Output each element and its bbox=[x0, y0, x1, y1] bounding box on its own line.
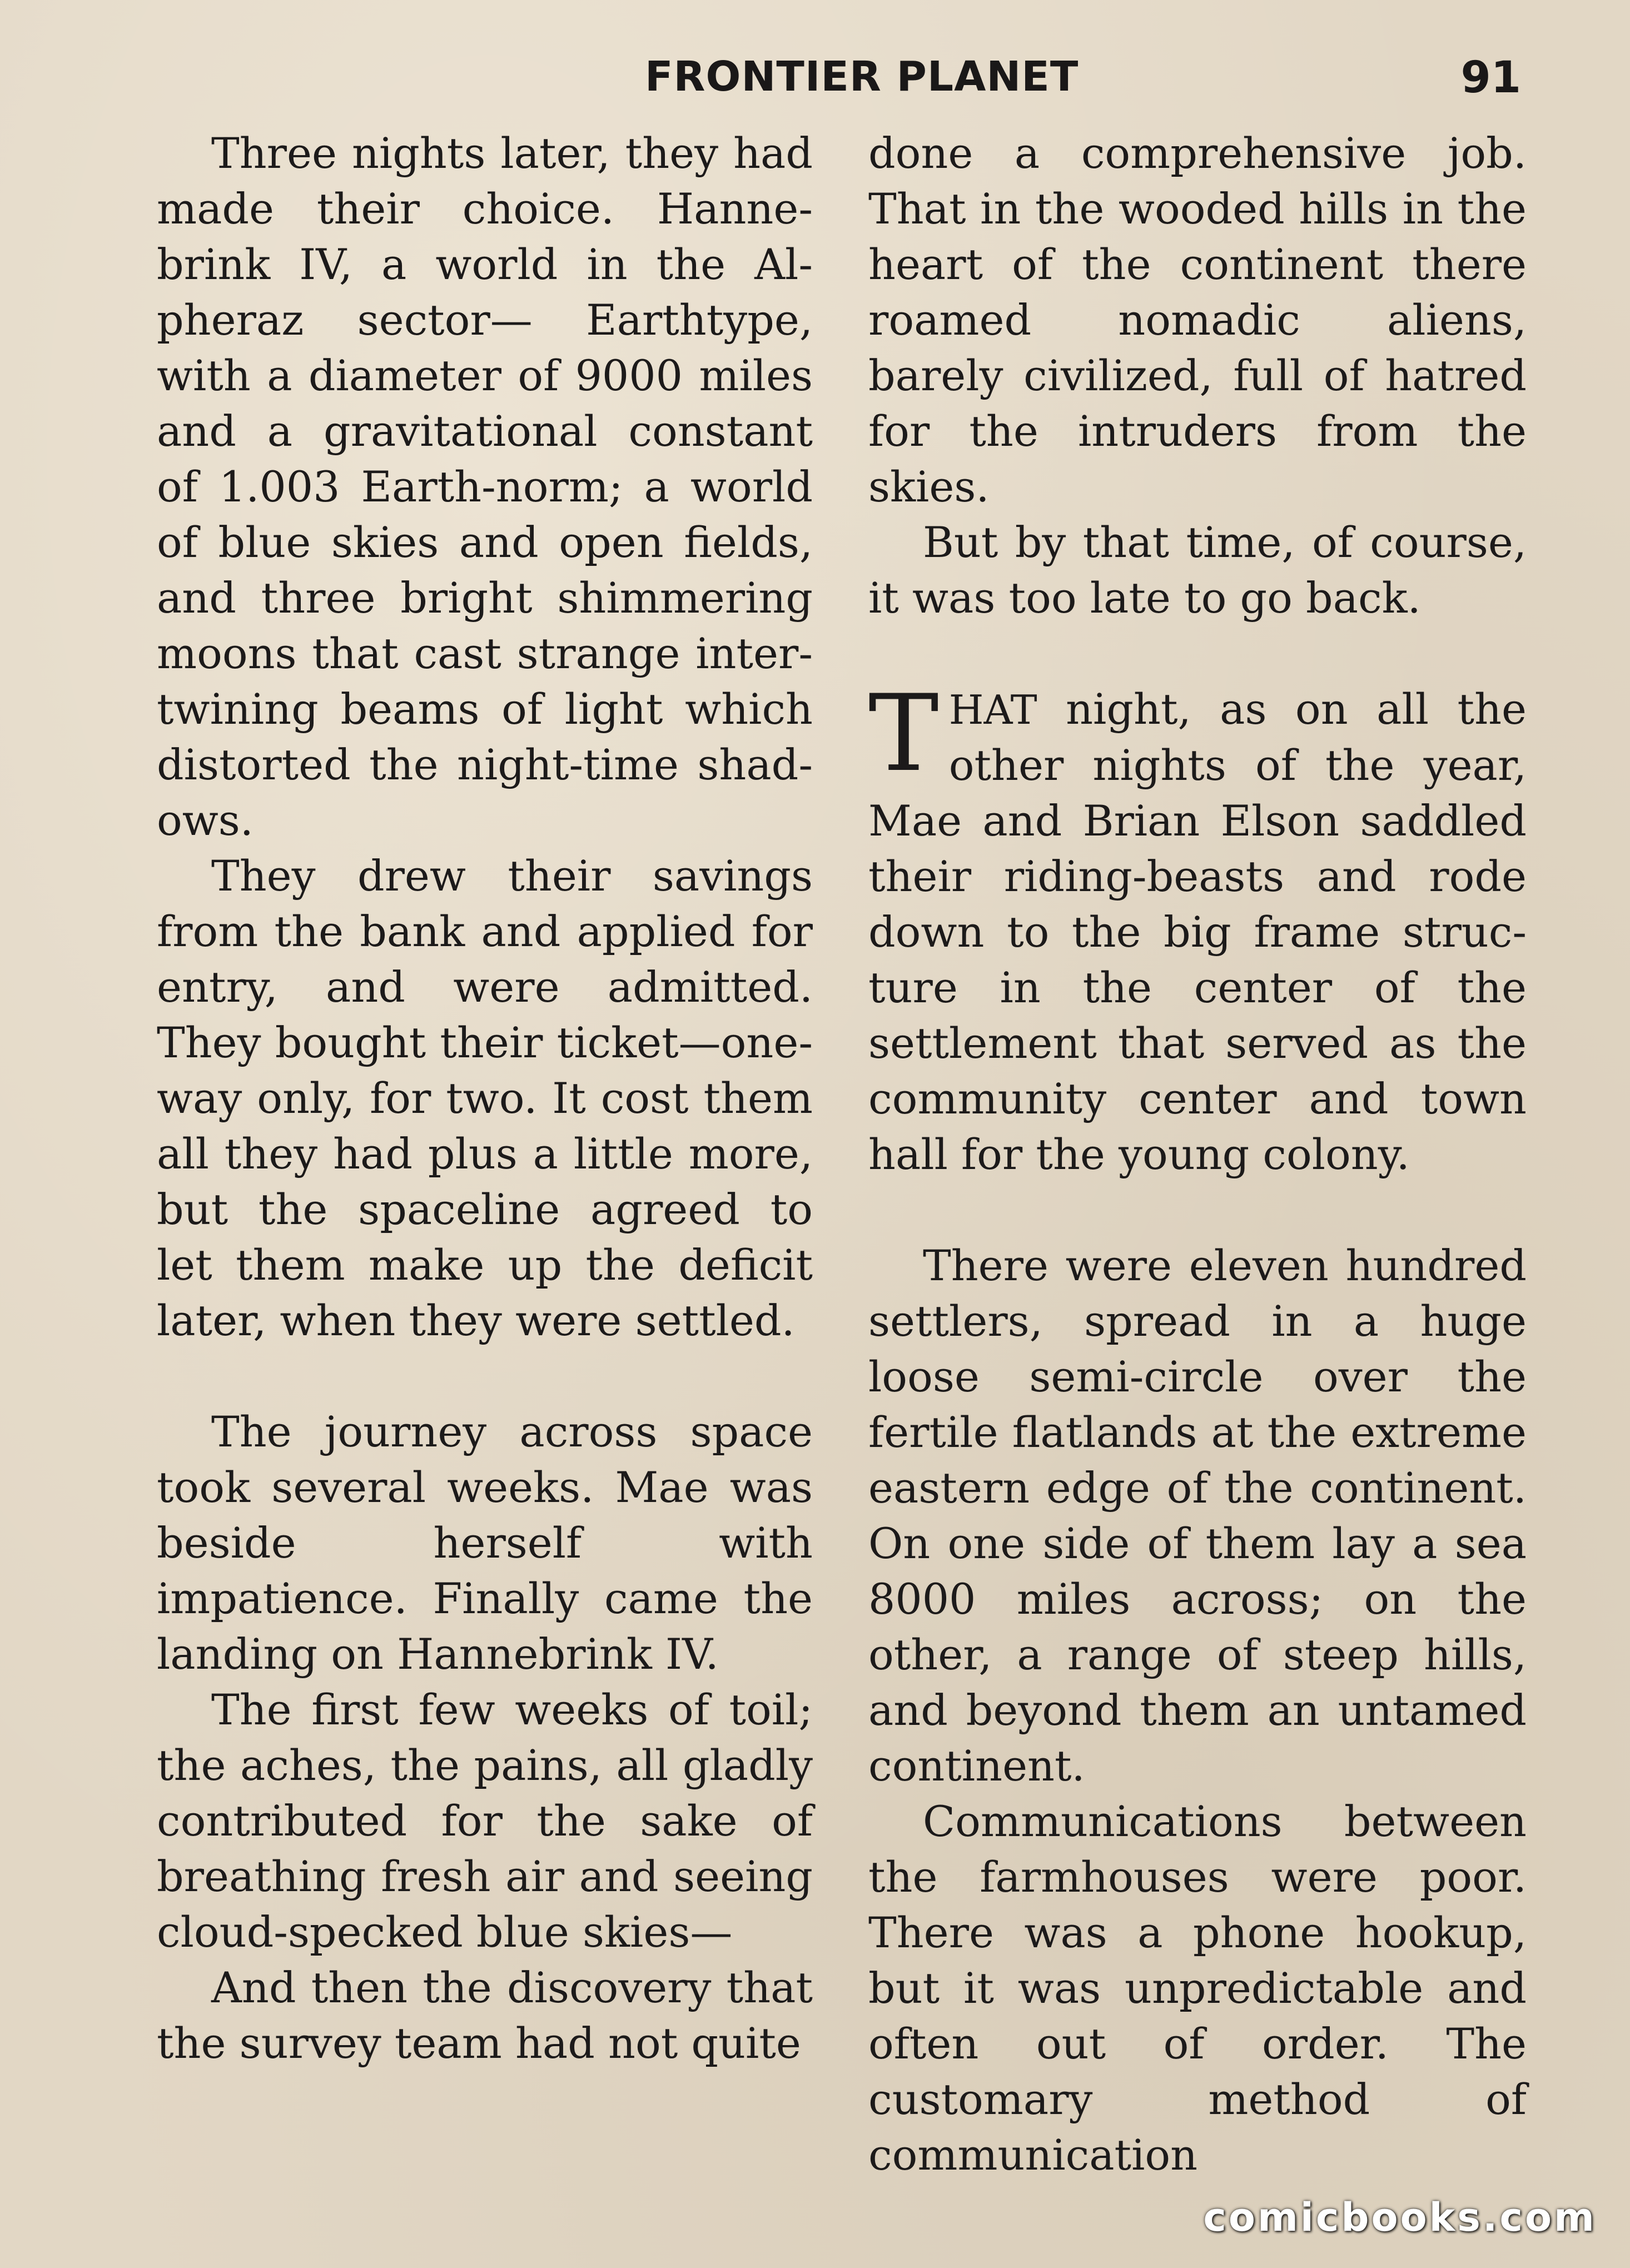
running-title: FRONTIER PLANET bbox=[645, 53, 1079, 101]
page-header bbox=[0, 53, 1630, 108]
site-watermark: comicbooks.com bbox=[1203, 2195, 1597, 2240]
paragraph: done a comprehensive job. That in the wooded hills in the heart of the continent there roamed nomadic aliens, barely civilized, full of hatred for the intruders from the skies. bbox=[868, 128, 1527, 511]
paragraph: Three nights later, they had made their choice. Hannebrink IV, a world in the Alpheraz sector— Earthtype, with a diameter of 9000 miles and a gravitational constant of 1.003 Earth-norm; a world of blue skies and open fields, and three bright shimmering moons that cast strange intertwining beams of light which distorted the night-time shadows. bbox=[157, 128, 813, 845]
section-gap bbox=[157, 1349, 813, 1404]
section-gap bbox=[868, 1182, 1527, 1238]
paragraph-text: night, as on all the other nights of the year, Mae and Brian Elson saddled their riding-beasts and rode down to the big frame structure in the center of the settlement that served as the community center and town hall for the young colony. bbox=[868, 684, 1527, 1179]
page-number: 91 bbox=[1460, 53, 1521, 103]
paragraph: They drew their savings from the bank and applied for entry, and were admitted. They bought their ticket—one-way only, for two. It cost them all they had plus a little more, but the spaceline agreed to let them make up the deficit later, when they were settled. bbox=[157, 851, 813, 1345]
lead-in: HAT bbox=[948, 687, 1037, 733]
section-gap bbox=[868, 626, 1527, 682]
chapter-opening-paragraph bbox=[868, 672, 1527, 1182]
paragraph: And then the discovery that the survey team had not quite bbox=[157, 1963, 813, 2068]
paragraph: Communications between the farmhouses were poor. There was a phone hookup, but it was unpredictable and often out of order. The customary method of communication bbox=[868, 1797, 1527, 2180]
paragraph: There were eleven hundred settlers, spread in a huge loose semi-circle over the fertile flatlands at the extreme eastern edge of the continent. On one side of them lay a sea 8000 miles across; on the other, a range of steep hills, and beyond them an untamed continent. bbox=[868, 1241, 1527, 1790]
paragraph: The journey across space took several weeks. Mae was beside herself with impatience. Finally came the landing on Hannebrink IV. bbox=[157, 1407, 813, 1679]
drop-cap: T bbox=[868, 672, 939, 795]
paragraph: But by that time, of course, it was too late to go back. bbox=[868, 518, 1527, 623]
right-column bbox=[868, 126, 1527, 2183]
paragraph: The first few weeks of toil; the aches, the pains, all gladly contributed for the sake of breathing fresh air and seeing cloud-specked blue skies— bbox=[157, 1685, 813, 1957]
left-column bbox=[157, 126, 813, 2071]
